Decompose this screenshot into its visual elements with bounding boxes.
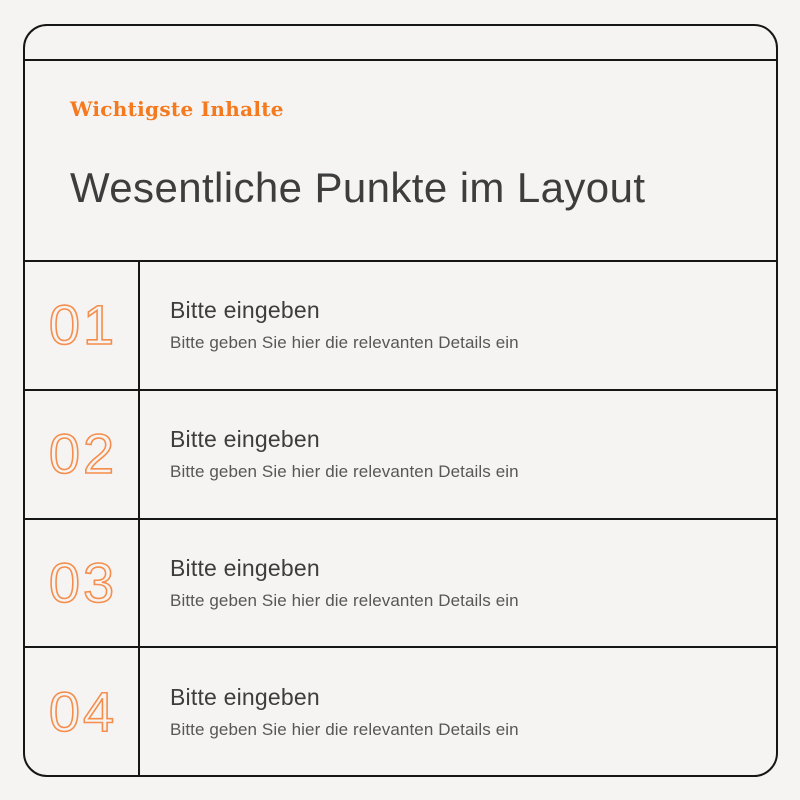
list-item[interactable] <box>25 520 776 649</box>
item-title-placeholder[interactable]: Bitte eingeben <box>170 297 320 324</box>
item-title-placeholder[interactable]: Bitte eingeben <box>170 554 320 581</box>
list-item[interactable] <box>25 648 776 775</box>
item-text-cell <box>140 391 776 518</box>
eyebrow-label: Wichtigste Inhalte <box>70 97 284 121</box>
page-title: Wesentliche Punkte im Layout <box>70 164 646 211</box>
item-number-cell <box>25 262 140 389</box>
item-description-placeholder[interactable]: Bitte geben Sie hier die relevanten Details ein <box>170 462 519 482</box>
item-description-placeholder[interactable]: Bitte geben Sie hier die relevanten Details ein <box>170 333 519 353</box>
item-number-cell <box>25 391 140 518</box>
item-description-placeholder[interactable]: Bitte geben Sie hier die relevanten Details ein <box>170 719 519 739</box>
item-text-cell <box>140 648 776 775</box>
item-number: 02 <box>48 422 118 486</box>
header-section <box>25 61 776 262</box>
slide-frame <box>23 24 778 777</box>
list-item[interactable] <box>25 391 776 520</box>
top-band <box>25 26 776 61</box>
item-description-placeholder[interactable]: Bitte geben Sie hier die relevanten Details ein <box>170 590 519 610</box>
item-list <box>25 262 776 775</box>
item-number: 04 <box>48 679 118 743</box>
item-title-placeholder[interactable]: Bitte eingeben <box>170 683 320 710</box>
item-number: 03 <box>48 550 118 614</box>
item-text-cell <box>140 520 776 647</box>
item-title-placeholder[interactable]: Bitte eingeben <box>170 426 320 453</box>
item-text-cell <box>140 262 776 389</box>
list-item[interactable] <box>25 262 776 391</box>
item-number-cell <box>25 520 140 647</box>
item-number: 01 <box>48 293 118 357</box>
item-number-cell <box>25 648 140 775</box>
